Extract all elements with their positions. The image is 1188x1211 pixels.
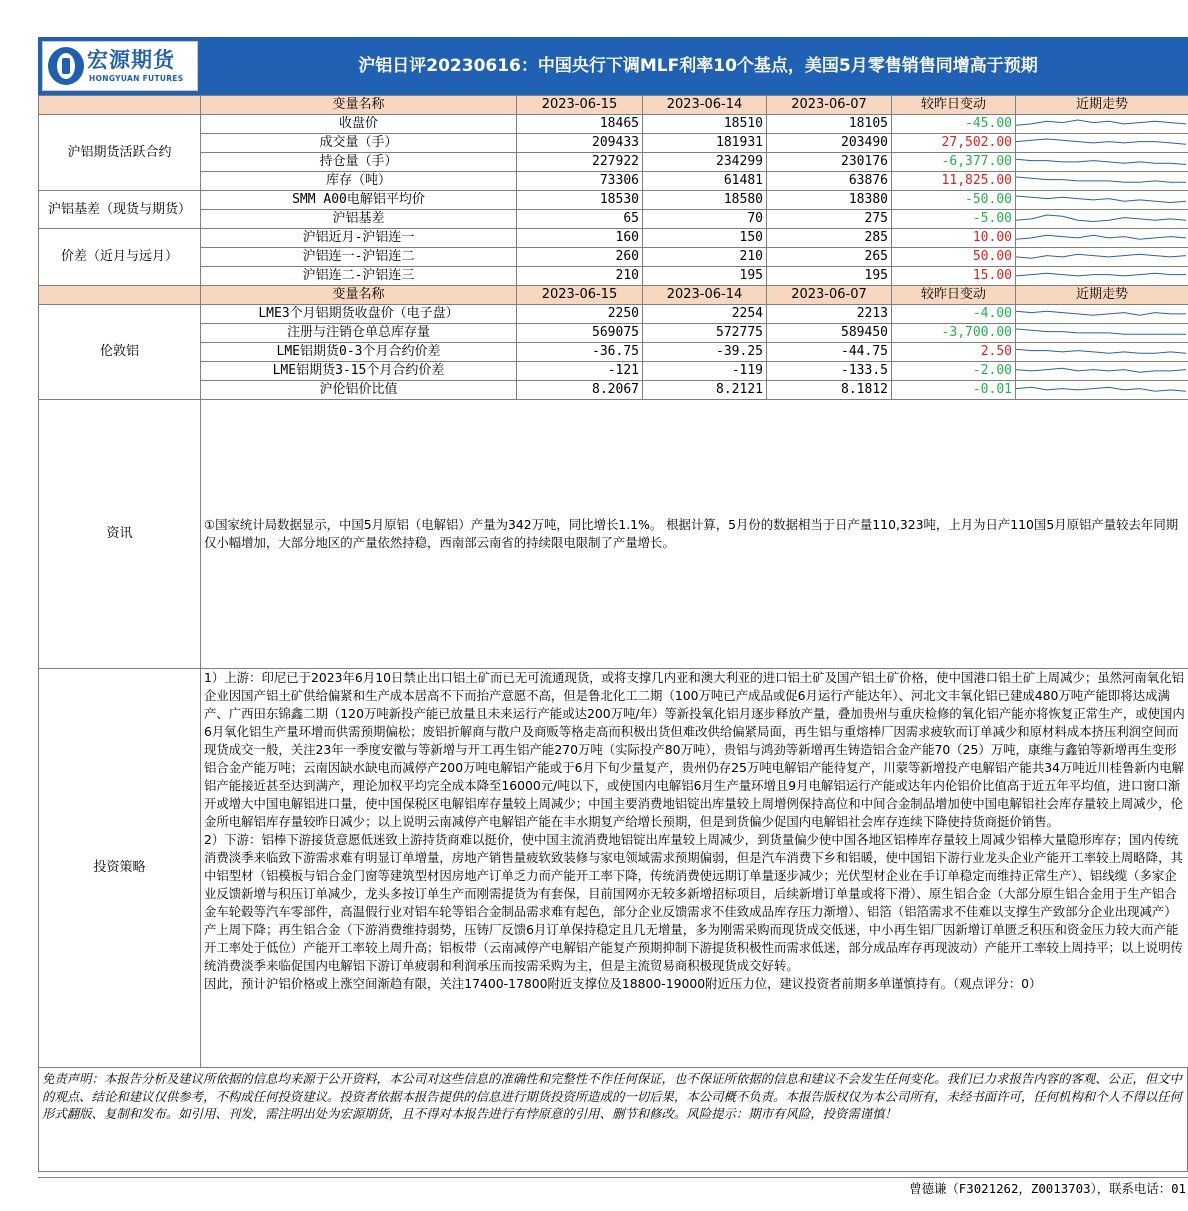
header-trend: 近期走势 [1016,286,1188,305]
sparkline-path [1016,139,1186,144]
change-value: 10.00 [892,229,1016,248]
header-change: 较昨日变动 [892,96,1016,115]
table-row [39,191,1188,210]
value-date-3: 18380 [767,191,892,210]
value-date-1: 260 [517,248,643,267]
trend-cell [1016,343,1188,362]
strategy-downstream: 2）下游：铝棒下游接货意愿低迷致上游持货商难以挺价，使中国主流消费地铝锭出库量较上周减少，到货量偏少使中国各地区铝棒库存量较上周减少铝棒大量隐形库存；国内传统消费淡季来临致下游需求难有明显订单增量，房地产销售量疲软致装修与家电领域需求预期偏弱，但是汽车消费下乡和铝暖，使中国铝下游行业龙头企业产能开工率较上周略降，其中铝型材（铝模板与铝合金门窗等建筑型材因房地产订单乏力而产能开工率下降，传统消费使远期订单量逐步减少；光伏型材企业在手订单稳定而维持正常生产）、铝线缆（多家企业反馈新增与积压订单减少，龙头多按订单生产而刚需提货为有套保，目前国网亦无较多新增招标项目，后续新增订单量或将下滑）、原生铝合金（大部分原生铝合金用于生产铝合金车轮毂等汽车零部件，高温假行业对铝车轮等铝合金制品需求难有起色，部分企业反馈需求不佳致成品库存压力渐增）、铝箔（铝箔需求不佳难以支撑生产致部分企业出现减产）产上周下降；再生铝合金（下游消费维持弱势，压铸厂反馈6月订单保持稳定且几无增量，多为刚需采购而现货成交低迷，中小再生铝厂因新增订单匮乏积压和资金压力较大而产能开工率处于低位）产能开工率较上周升高；铝板带（云南减停产电解铝产能复产预期抑制下游提货积极性而需求低迷，部分成品库存再现波动）产能开工率较上周持平；以上说明传统消费淡季来临促国内电解铝下游订单疲弱和利润承压而按需采购为主，但是主流贸易商积极现货成交好转。 [204,832,1183,973]
header-variable-name: 变量名称 [201,286,517,305]
value-date-2: -119 [643,362,767,381]
sparkline-path [1016,254,1186,258]
logo-english-name: HONGYUAN FUTURES [89,74,184,83]
trend-cell [1016,210,1188,229]
trend-cell [1016,115,1188,134]
sparkline-path [1016,196,1186,203]
value-date-3: 285 [767,229,892,248]
strategy-label: 投资策略 [39,669,201,1068]
value-date-1: 18530 [517,191,643,210]
value-date-1: 18465 [517,115,643,134]
row-variable-name: 沪伦铝价比值 [201,381,517,400]
table-row [39,248,1188,267]
table-header-row-a [39,96,1188,115]
header-date-1: 2023-06-15 [517,96,643,115]
sparkline [1016,191,1186,209]
value-date-1: 2250 [517,305,643,324]
sparkline-path [1016,273,1186,276]
value-date-1: 8.2067 [517,381,643,400]
trend-cell [1016,172,1188,191]
value-date-2: 150 [643,229,767,248]
trend-cell [1016,381,1188,400]
sparkline-path [1016,215,1186,222]
sparkline [1016,267,1186,285]
row-variable-name: 持仓量（手） [201,153,517,172]
row-variable-name: 收盘价 [201,115,517,134]
value-date-3: 18105 [767,115,892,134]
company-logo [42,41,198,91]
report-header [38,37,1188,95]
value-date-3: 2213 [767,305,892,324]
trend-cell [1016,134,1188,153]
change-value: -4.00 [892,305,1016,324]
logo-chinese-name: 宏源期货 [87,48,175,72]
value-date-3: 589450 [767,324,892,343]
sparkline [1016,324,1186,342]
value-date-3: 203490 [767,134,892,153]
value-date-3: 275 [767,210,892,229]
table-row [39,381,1188,400]
value-date-1: 73306 [517,172,643,191]
change-value: -50.00 [892,191,1016,210]
sparkline [1016,362,1186,380]
sparkline-path [1016,368,1186,372]
value-date-1: 65 [517,210,643,229]
value-date-3: 63876 [767,172,892,191]
header-date-3: 2023-06-07 [767,96,892,115]
header-variable-name: 变量名称 [201,96,517,115]
row-variable-name: LME3个月铝期货收盘价（电子盘） [201,305,517,324]
sparkline [1016,381,1186,399]
news-label: 资讯 [39,400,201,669]
news-text: ①国家统计局数据显示，中国5月原铝（电解铝）产量为342万吨，同比增长1.1%。 根据计算，5月份的数据相当于日产量110,323吨，上月为日产110国5月原铝产量较去年同期仅小幅增加，大部分地区的产量依然持稳，西南部云南省的持续限电限制了产量增长。 [201,400,1188,669]
table-row [39,267,1188,286]
header-date-1: 2023-06-15 [517,286,643,305]
sparkline-path [1016,120,1186,125]
sparkline-path [1016,311,1186,315]
value-date-2: 18510 [643,115,767,134]
change-value: 27,502.00 [892,134,1016,153]
table-row [39,324,1188,343]
trend-cell [1016,229,1188,248]
table-row [39,172,1188,191]
row-variable-name: 沪铝近月-沪铝连一 [201,229,517,248]
trend-cell [1016,153,1188,172]
table-row [39,134,1188,153]
table-row [39,115,1188,134]
value-date-2: 181931 [643,134,767,153]
sparkline [1016,210,1186,228]
row-variable-name: LME铝期货3-15个月合约价差 [201,362,517,381]
sparkline [1016,343,1186,361]
author-contact: 曾德谦（F3021262，Z0013703），联系电话：01 [38,1177,1188,1200]
value-date-1: 227922 [517,153,643,172]
strategy-row [39,669,1188,1068]
header-change: 较昨日变动 [892,286,1016,305]
trend-cell [1016,267,1188,286]
strategy-text [201,669,1188,1068]
sparkline-path [1016,329,1186,334]
table-row [39,153,1188,172]
table-row [39,305,1188,324]
sparkline-path [1016,159,1186,164]
value-date-1: 210 [517,267,643,286]
report-sheet [38,37,1188,1200]
header-trend: 近期走势 [1016,96,1188,115]
row-variable-name: 沪铝连二-沪铝连三 [201,267,517,286]
report-title: 沪铝日评20230616：中国央行下调MLF利率10个基点，美国5月零售销售同增高于预期 [358,56,1038,76]
value-date-1: -121 [517,362,643,381]
change-value: -3,700.00 [892,324,1016,343]
table-row [39,229,1188,248]
value-date-2: 2254 [643,305,767,324]
row-variable-name: LME铝期货0-3个月合约价差 [201,343,517,362]
value-date-3: 230176 [767,153,892,172]
value-date-2: 70 [643,210,767,229]
sparkline [1016,115,1186,133]
value-date-2: -39.25 [643,343,767,362]
sparkline [1016,172,1186,190]
sparkline-path [1016,235,1186,239]
value-date-2: 210 [643,248,767,267]
sparkline [1016,153,1186,171]
disclaimer-text: 免责声明：本报告分析及建议所依据的信息均来源于公开资料，本公司对这些信息的准确性和完整性不作任何保证，也不保证所依据的信息和建议不会发生任何变化。我们已力求报告内容的客观、公正，但文中的观点、结论和建议仅供参考，不构成任何投资建议。投资者依据本报告提供的信息进行期货投资所造成的一切后果，本公司概不负责。本报告版权仅为本公司所有，未经书面许可，任何机构和个人不得以任何形式翻版、复制和发布。如引用、刊发，需注明出处为宏源期货，且不得对本报告进行有悖原意的引用、删节和修改。风险提示：期市有风险，投资需谨慎！ [38,1068,1188,1172]
row-variable-name: 沪铝基差 [201,210,517,229]
value-date-2: 572775 [643,324,767,343]
header-blank [39,286,201,305]
sparkline [1016,248,1186,266]
value-date-1: -36.75 [517,343,643,362]
sparkline [1016,134,1186,152]
news-row [39,400,1188,669]
value-date-1: 569075 [517,324,643,343]
strategy-conclusion: 因此，预计沪铝价格或上涨空间渐趋有限，关注17400-17800附近支撑位及18800-19000附近压力位，建议投资者前期多单谨慎持有。（观点评分：0） [204,976,1042,991]
trend-cell [1016,191,1188,210]
group-label-futures: 沪铝期货活跃合约 [39,115,201,191]
header-date-2: 2023-06-14 [643,96,767,115]
change-value: 50.00 [892,248,1016,267]
change-value: 11,825.00 [892,172,1016,191]
table-header-row-b [39,286,1188,305]
row-variable-name: SMM A00电解铝平均价 [201,191,517,210]
value-date-3: 8.1812 [767,381,892,400]
value-date-1: 209433 [517,134,643,153]
value-date-3: -133.5 [767,362,892,381]
data-table [38,95,1188,1068]
value-date-2: 195 [643,267,767,286]
trend-cell [1016,324,1188,343]
value-date-2: 18580 [643,191,767,210]
group-label-spread: 价差（近月与远月） [39,229,201,286]
row-variable-name: 注册与注销仓单总库存量 [201,324,517,343]
header-blank [39,96,201,115]
header-date-2: 2023-06-14 [643,286,767,305]
trend-cell [1016,362,1188,381]
change-value: 15.00 [892,267,1016,286]
logo-icon [48,47,84,85]
row-variable-name: 成交量（手） [201,134,517,153]
table-row [39,362,1188,381]
change-value: -0.01 [892,381,1016,400]
sparkline [1016,229,1186,247]
value-date-2: 234299 [643,153,767,172]
sparkline-path [1016,177,1186,182]
row-variable-name: 沪铝连一-沪铝连二 [201,248,517,267]
sparkline [1016,305,1186,323]
strategy-upstream: 1）上游：印尼已于2023年6月10日禁止出口铝土矿而已无可流通现货，或将支撑几内亚和澳大利亚的进口铝土矿及国产铝土矿价格，使中国港口铝土矿上周减少；虽然河南氧化铝企业因国产铝土矿供给偏紧和生产成本居高不下而抬产意愿不高，但是鲁北化工二期（100万吨已产成品或促6月运行产能达年）、河北文丰氧化铝已建成480万吨产能即将达成满产、广西田东锦鑫二期（120万吨新投产能已放量且未来运行产能或达200万吨/年）等新投氧化铝月逐步释放产量，叠加贵州与重庆检修的氧化铝产能亦将恢复正常生产，或使国内6月氧化铝生产量环增而供需预期偏松；废铝折解商与散户及商贩等格走高而积极出货但难改供给偏紧局面，再生铝与重熔棒厂因需求疲软而订单减少和原材料成本挤压利润空间而现货成交一般，关注23年一季度安徽与等新增与开工再生铝产能270万吨（实际投产80万吨），贵铝与鸿劲等新增再生铸造铝合金产能70（25）万吨，康维与鑫铂等新增再生变形铝合金产能万吨；云南因缺水缺电而减停产200万吨电解铝产能或于6月下旬少量复产，贵州仍存25万吨电解铝产能待复产，川蒙等新增投产电解铝产能共34万吨近川桂鲁新内电解铝产能接近甚至达到满产，理论加权平均完全成本降至16000元/吨以下，或使国内电解铝6月生产量环增且9月电解铝运行产能或达年内伦铝价比值高于近五年平均值，进口窗口渐开或增大中国电解铝进口量，使中国保税区电解铝库存量较上周减少；中国主要消费地铝锭出库量较上周增例保持高位和中间合金制品增加使中国电解铝社会库存量较上周减少，伦金所电解铝库存量较昨日减少；以上说明云南减停产电解铝产能在丰水期复产给增长预期，但是到货偏少促国内电解铝社会库存连续下降使持货商挺价销售。 [204,670,1185,829]
sparkline-path [1016,349,1186,353]
value-date-2: 61481 [643,172,767,191]
change-value: -6,377.00 [892,153,1016,172]
trend-cell [1016,305,1188,324]
value-date-1: 160 [517,229,643,248]
sparkline-path [1016,387,1186,391]
table-row [39,343,1188,362]
row-variable-name: 库存（吨） [201,172,517,191]
change-value: 2.50 [892,343,1016,362]
table-row [39,210,1188,229]
group-label-basis: 沪铝基差（现货与期货） [39,191,201,229]
change-value: -5.00 [892,210,1016,229]
value-date-3: 195 [767,267,892,286]
header-date-3: 2023-06-07 [767,286,892,305]
value-date-3: 265 [767,248,892,267]
value-date-2: 8.2121 [643,381,767,400]
group-label-lme: 伦敦铝 [39,305,201,400]
change-value: -45.00 [892,115,1016,134]
value-date-3: -44.75 [767,343,892,362]
change-value: -2.00 [892,362,1016,381]
trend-cell [1016,248,1188,267]
